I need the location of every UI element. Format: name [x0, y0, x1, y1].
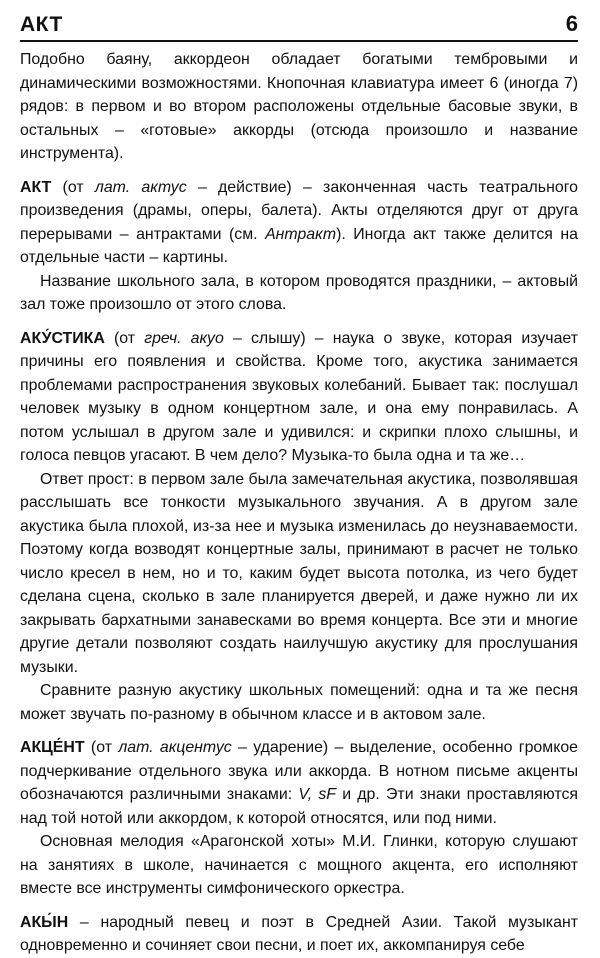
- paragraph-akt-2: Название школьного зала, в котором проводятся праздники, – актовый зал тоже произошло от этого слова.: [20, 272, 578, 313]
- paragraph-akustika-3: Сравните разную акустику школьных помещений: одна и та же песня может звучать по-разному в обычном классе и в актовом зале.: [20, 682, 578, 723]
- page-header: [20, 0, 578, 42]
- paragraph-accordion: Подобно баяну, аккордеон обладает богатыми тембровыми и динамическими возможностями. Кнопочная клавиатура имеет 6 (иногда 7) рядов: в первом и во втором расположены отдельные басовые звуки, в остальных – «готовые» аккорды (отсюда произошло и название инструмента).: [20, 51, 578, 162]
- entry-akustika: АКУ́СТИКА (от греч. акуо – слышу) – наука о звуке, которая изучает причины его появления и свойства. Кроме того, акустика занимается проблемами распространения звуковых колебаний. Бывает так: послушал человек музыку в одном концертном зале, и она ему понравилась. А потом услышал в другом зале и удивился: и скрипки плохо слышны, и голоса певцов угасают. В чем дело? Музыка-то была одна и та же…: [20, 329, 578, 464]
- etymology: греч. акуо: [144, 329, 224, 347]
- etymology: лат. акцентус: [118, 739, 232, 756]
- accent-signs: V, sF: [298, 786, 337, 803]
- running-head: АКТ: [20, 13, 63, 36]
- entry-akyn: АКЫ́Н – народный певец и поэт в Средней Азии. Такой музыкант одновременно и сочиняет свои песни, и поет их, аккомпанируя себе: [20, 913, 578, 954]
- cross-reference: Антракт: [265, 225, 337, 243]
- entry-akt: АКТ (от лат. актус – действие) – законченная часть театрального произведения (драмы, оперы, балета). Акты отделяются друг от друга перерывами – антрактами (см. Антракт). Иногда акт также делится на отдельные части – картины.: [20, 178, 578, 266]
- term-akyn: АКЫ́Н: [20, 913, 69, 931]
- term-aktsent: АКЦЕ́НТ: [20, 739, 85, 756]
- paragraph-akustika-2: Ответ прост: в первом зале была замечательная акустика, позволявшая расслышать все тонкости музыкального звучания. А в другом зале акустика была плохой, из-за нее и музыка изменилась до неузнаваемости. Поэтому когда возводят концертные залы, принимают в расчет не только число кресел в нем, но и то, каким будет высота потолка, из чего будет сделана сцена, сколько в зале планируется дверей, и даже нужно ли их закрывать бархатными занавесками во время концерта. Все эти и многие другие детали позволяют создать наилучшую акустику для прослушания музыки.: [20, 470, 578, 676]
- term-akt: АКТ: [20, 178, 52, 196]
- page-number: 6: [565, 11, 578, 36]
- term-akustika: АКУ́СТИКА: [20, 329, 105, 347]
- paragraph-aktsent-2: Основная мелодия «Арагонской хоты» М.И. Глинки, которую слушают на занятиях в школе, начинается с мощного акцента, его исполняют вместе все инструменты симфонического оркестра.: [20, 833, 578, 897]
- etymology: лат. актус: [94, 178, 187, 196]
- entry-aktsent: АКЦЕ́НТ (от лат. акцентус – ударение) – выделение, особенно громкое подчеркивание отдельного звука или аккорда. В нотном письме акценты обозначаются различными знаками: V, sF и др. Эти знаки проставляются над той нотой или аккордом, к которой относятся, или под ними.: [20, 739, 579, 827]
